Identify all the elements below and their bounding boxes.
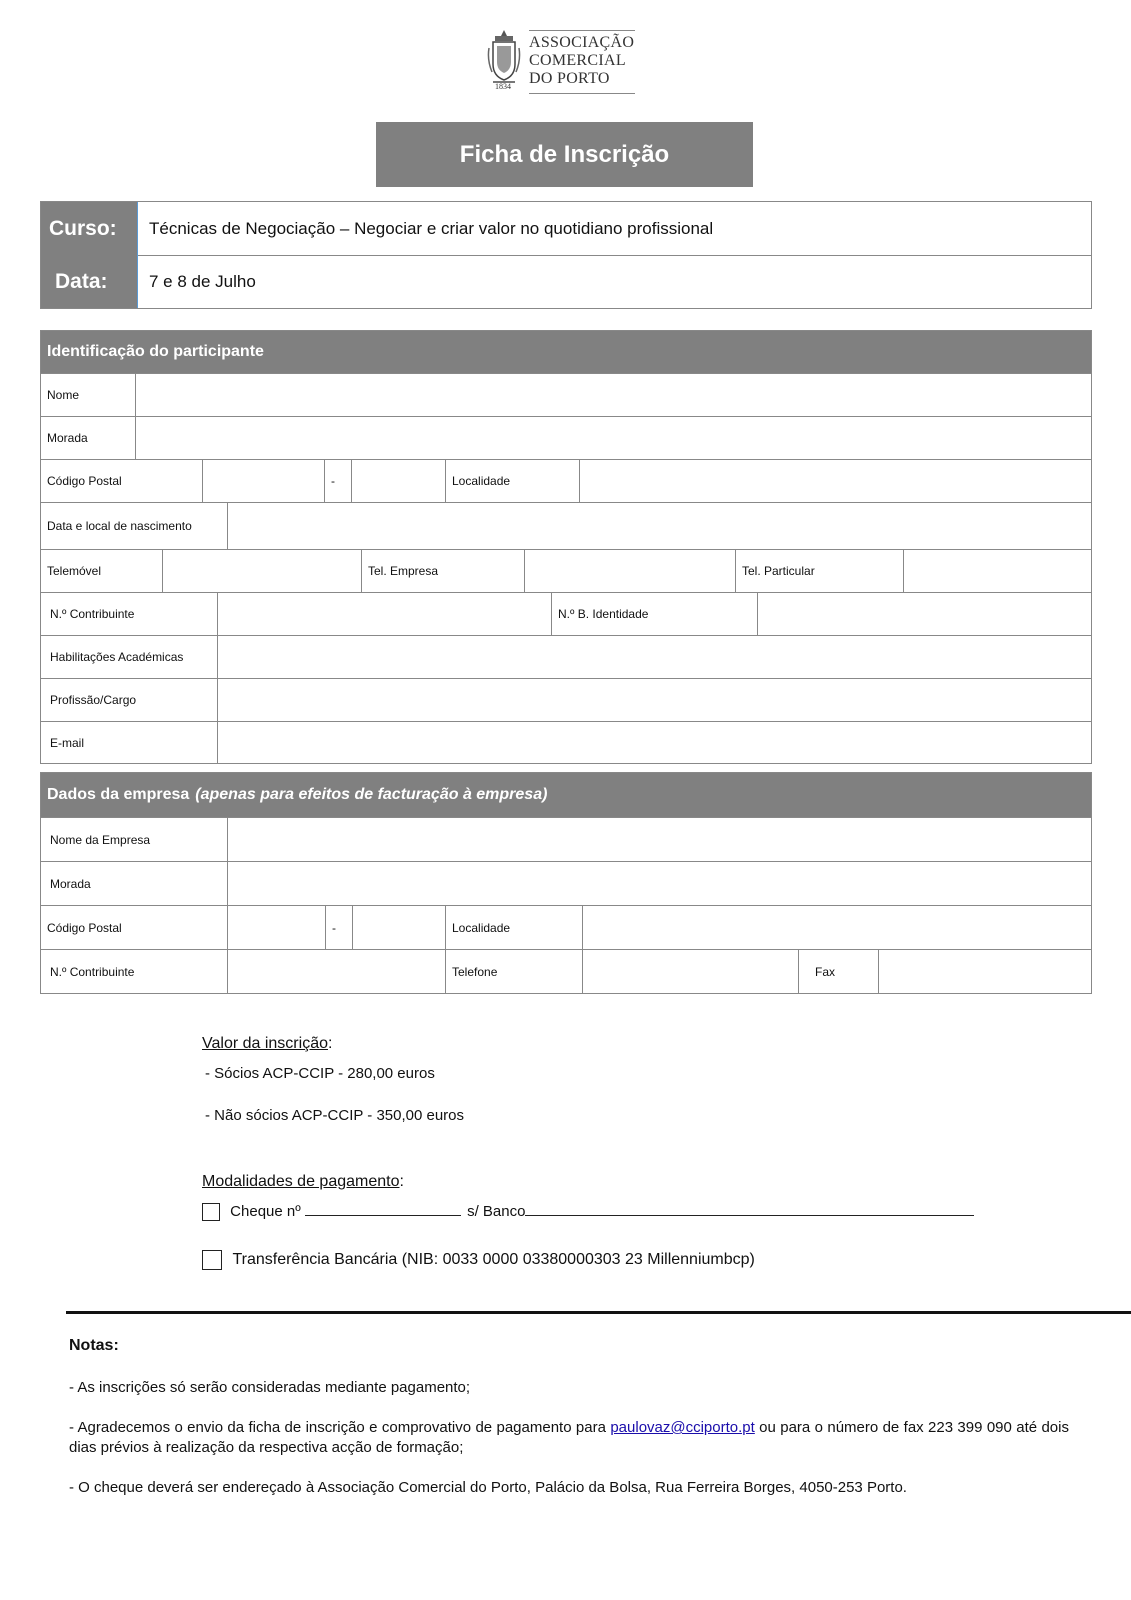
participant-heading: Identificação do participante — [41, 331, 1091, 373]
nascimento-row — [41, 502, 1091, 549]
localidade-field[interactable] — [579, 460, 1091, 502]
empresa-telefone-label: Telefone — [445, 950, 582, 993]
empresa-fax-label: Fax — [798, 950, 878, 993]
transferencia-label: Transferência Bancária (NIB: 0033 0000 03380000303 23 Millenniumbcp) — [232, 1251, 755, 1269]
crest-icon — [487, 28, 521, 88]
association-logo — [487, 28, 637, 96]
note-1: - As inscrições só serão consideradas mediante pagamento; — [69, 1379, 471, 1396]
banco-label: s/ Banco — [467, 1203, 526, 1220]
date-label: Data: — [41, 255, 137, 308]
separator-line — [66, 1311, 1131, 1314]
empresa-codigo-postal-field-2[interactable] — [352, 906, 445, 949]
profissao-row — [41, 678, 1091, 721]
empresa-fax-field[interactable] — [878, 950, 1091, 993]
nome-empresa-row — [41, 817, 1091, 861]
logo-name-line2: COMERCIAL — [529, 52, 626, 69]
logo-name-line1: ASSOCIAÇÃO — [529, 34, 635, 51]
nascimento-label: Data e local de nascimento — [47, 519, 192, 533]
nome-label: Nome — [47, 388, 80, 402]
socios-price: - Sócios ACP-CCIP - 280,00 euros — [205, 1065, 435, 1082]
identidade-field[interactable] — [757, 593, 1091, 635]
company-heading — [41, 773, 1091, 817]
date-value: 7 e 8 de Julho — [137, 255, 1091, 308]
empresa-morada-label: Morada — [50, 876, 91, 891]
transferencia-option — [202, 1250, 755, 1270]
contribuinte-field[interactable] — [217, 593, 551, 635]
company-heading-note: (apenas para efeitos de facturação à empresa) — [195, 786, 548, 803]
cheque-number-line[interactable] — [305, 1201, 461, 1216]
email-label: E-mail — [50, 735, 85, 750]
nome-empresa-label: Nome da Empresa — [50, 832, 151, 847]
date-row — [41, 255, 1091, 308]
logo-name-line3: DO PORTO — [529, 70, 610, 87]
logo-name — [529, 34, 634, 88]
modalidades-heading: Modalidades de pagamento: — [202, 1173, 404, 1190]
empresa-localidade-label: Localidade — [445, 906, 582, 949]
codigo-postal-row — [41, 459, 1091, 502]
company-heading-title: Dados da empresa — [47, 786, 190, 803]
cheque-checkbox[interactable] — [202, 1203, 220, 1221]
page-title: Ficha de Inscrição — [376, 122, 753, 187]
empresa-contribuinte-field[interactable] — [227, 950, 445, 993]
profissao-field[interactable] — [217, 679, 1091, 721]
habilitacoes-row — [41, 635, 1091, 678]
course-row — [41, 202, 1091, 256]
empresa-morada-field[interactable] — [227, 862, 1091, 905]
nascimento-field[interactable] — [227, 503, 1091, 549]
nome-row — [41, 373, 1091, 416]
identidade-label: N.º B. Identidade — [551, 593, 757, 635]
localidade-label: Localidade — [445, 460, 579, 502]
nome-field[interactable] — [135, 374, 1091, 416]
cheque-option — [202, 1201, 974, 1221]
morada-label: Morada — [47, 431, 88, 445]
email-field[interactable] — [217, 722, 1091, 763]
participant-section — [40, 330, 1092, 764]
codigo-postal-label: Código Postal — [47, 474, 122, 488]
note-3: - O cheque deverá ser endereçado à Associação Comercial do Porto, Palácio da Bolsa, Rua Ferreira Borges, 4050-253 Porto. — [69, 1479, 907, 1496]
habilitacoes-field[interactable] — [217, 636, 1091, 678]
empresa-localidade-field[interactable] — [582, 906, 1091, 949]
morada-field[interactable] — [135, 417, 1091, 459]
empresa-morada-row — [41, 861, 1091, 905]
empresa-codigo-postal-row — [41, 905, 1091, 949]
logo-top-rule — [529, 30, 635, 31]
morada-row — [41, 416, 1091, 459]
tel-empresa-label: Tel. Empresa — [361, 550, 524, 592]
email-row — [41, 721, 1091, 763]
nome-empresa-field[interactable] — [227, 818, 1091, 861]
cheque-label: Cheque nº — [230, 1203, 301, 1220]
contribuinte-row — [41, 592, 1091, 635]
telemovel-field[interactable] — [162, 550, 361, 592]
codigo-postal-dash: - — [324, 460, 351, 502]
contact-email-link[interactable]: paulovaz@cciporto.pt — [610, 1419, 755, 1436]
telemovel-label: Telemóvel — [47, 564, 102, 578]
empresa-telefone-field[interactable] — [582, 950, 798, 993]
habilitacoes-label: Habilitações Académicas — [50, 650, 184, 664]
note-2: - Agradecemos o envio da ficha de inscrição e comprovativo de pagamento para paulovaz@cciporto.pt ou para o número de fax 223 399 090 até dois dias prévios à realização da respectiva acção de formação; — [69, 1419, 1069, 1456]
codigo-postal-field-1[interactable] — [202, 460, 324, 502]
empresa-codigo-postal-field-1[interactable] — [227, 906, 325, 949]
contribuinte-label: N.º Contribuinte — [50, 607, 135, 621]
telefones-row — [41, 549, 1091, 592]
empresa-codigo-postal-dash: - — [325, 906, 352, 949]
valor-heading: Valor da inscrição: — [202, 1035, 333, 1052]
empresa-codigo-postal-label: Código Postal — [47, 920, 122, 935]
transferencia-checkbox[interactable] — [202, 1250, 222, 1270]
logo-year: 1834 — [495, 82, 511, 91]
notes-section — [69, 1336, 1069, 1498]
codigo-postal-field-2[interactable] — [351, 460, 445, 502]
notes-heading: Notas: — [69, 1337, 119, 1354]
nao-socios-price: - Não sócios ACP-CCIP - 350,00 euros — [205, 1107, 465, 1124]
course-label: Curso: — [41, 202, 137, 255]
tel-particular-label: Tel. Particular — [735, 550, 903, 592]
empresa-contribuinte-row — [41, 949, 1091, 993]
tel-empresa-field[interactable] — [524, 550, 735, 592]
company-section — [40, 772, 1092, 994]
tel-particular-field[interactable] — [903, 550, 1091, 592]
logo-bottom-rule — [529, 93, 635, 94]
course-table — [40, 201, 1092, 309]
empresa-contribuinte-label: N.º Contribuinte — [50, 964, 135, 979]
course-value: Técnicas de Negociação – Negociar e criar valor no quotidiano profissional — [137, 202, 1091, 255]
banco-line[interactable] — [525, 1201, 974, 1216]
profissao-label: Profissão/Cargo — [50, 693, 137, 707]
